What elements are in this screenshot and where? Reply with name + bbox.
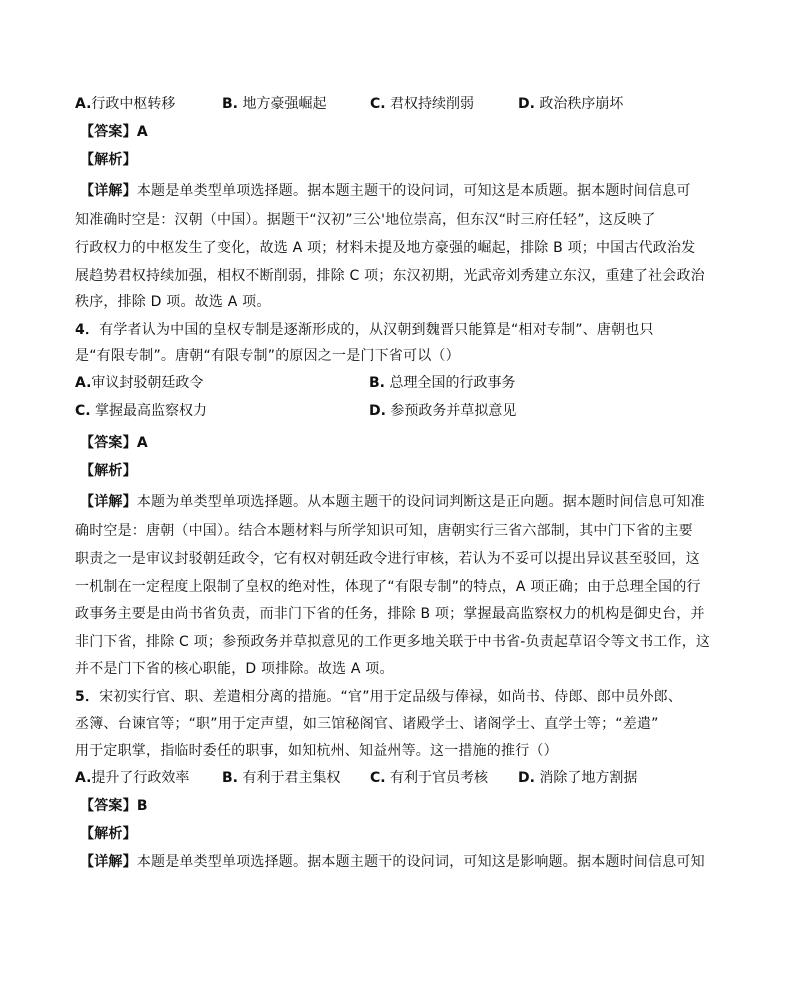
- q4-stem-line-2: 是“有限专制”。唐朝“有限专制”的原因之一是门下省可以（）: [75, 348, 460, 364]
- q5-stem-line-1: [75, 687, 682, 707]
- option-text: 有利于君主集权: [242, 770, 341, 786]
- q4-answer: [80, 433, 148, 453]
- q3-detail-line-1: [80, 181, 691, 201]
- q4-detail-line-7: 并不是门下省的核心职能，D 项排除。故选 A 项。: [75, 661, 394, 677]
- question-number: 5．: [75, 689, 100, 705]
- option-letter: D.: [518, 770, 535, 786]
- q5-option-d: [518, 768, 637, 788]
- option-text: 行政中枢转移: [91, 96, 176, 112]
- q5-option-c: [370, 768, 488, 788]
- option-text: 审议封驳朝廷政令: [91, 375, 204, 391]
- stem-text: 宋初实行官、职、差遣相分离的措施。“官”用于定品级与俸禄，如尚书、侍郎、郎中员外郎、: [99, 689, 683, 705]
- q5-stem-line-3: 用于定职掌，指临时委任的职事，如知杭州、知益州等。这一措施的推行（）: [75, 743, 558, 759]
- q3-option-d: [518, 94, 623, 114]
- q3-detail-line-5: 秩序，排除 D 项。故选 A 项。: [75, 294, 271, 310]
- q4-detail-line-3: 职责之一是审议封驳朝廷政令，它有权对朝廷政令进行审核，若认为不妥可以提出异议甚至驳回，这: [75, 551, 700, 567]
- q4-option-a: [75, 373, 203, 393]
- q4-analysis-label: 【解析】: [80, 463, 137, 479]
- option-text: 有利于官员考核: [390, 770, 489, 786]
- q4-detail-line-6: 非门下省，排除 C 项；参预政务并草拟意见的工作更多地关联于中书省-负责起草诏令等文书工作，这: [75, 634, 711, 650]
- answer-value: B: [136, 798, 148, 814]
- q4-detail-line-2: 确时空是：唐朝（中国）。结合本题材料与所学知识可知，唐朝实行三省六部制，其中门下省的主要: [75, 523, 693, 539]
- q5-analysis-label: 【解析】: [80, 826, 137, 842]
- option-text: 地方豪强崛起: [242, 96, 327, 112]
- q4-option-b: [369, 373, 515, 393]
- option-letter: D.: [369, 403, 386, 419]
- q4-option-d: [369, 401, 516, 421]
- option-letter: C.: [370, 770, 386, 786]
- q5-option-a: [75, 768, 189, 788]
- detail-label: 【详解】: [80, 494, 137, 510]
- q5-answer: [80, 796, 148, 816]
- q5-stem-line-2: 丞簿、台谏官等；“职”用于定声望，如三馆秘阁官、诸殿学士、诸阁学士、直学士等；“差遣”: [75, 716, 659, 732]
- q3-option-c: [370, 94, 474, 114]
- option-text: 参预政务并草拟意见: [390, 403, 517, 419]
- detail-label: 【详解】: [80, 854, 137, 870]
- detail-text: 本题是单类型单项选择题。据本题主题干的设问词，可知这是影响题。据本题时间信息可知: [136, 854, 705, 870]
- q4-detail-line-1: [80, 492, 705, 512]
- option-letter: B.: [222, 96, 238, 112]
- stem-text: 有学者认为中国的皇权专制是逐渐形成的，从汉朝到魏晋只能算是“相对专制”、唐朝也只: [99, 322, 654, 338]
- option-letter: B.: [369, 375, 385, 391]
- detail-text: 本题为单类型单项选择题。从本题主题干的设问词判断这是正向题。据本题时间信息可知准: [136, 494, 705, 510]
- detail-label: 【详解】: [80, 183, 137, 199]
- question-number: 4．: [75, 322, 100, 338]
- option-letter: D.: [518, 96, 535, 112]
- answer-label: 【答案】: [80, 124, 137, 140]
- q3-detail-line-3: 行政权力的中枢发生了变化，故选 A 项；材料未提及地方豪强的崛起，排除 B 项；中国古代政治发: [75, 240, 696, 256]
- q4-option-c: [75, 401, 207, 421]
- answer-value: A: [136, 435, 148, 451]
- q4-stem-line-1: [75, 320, 654, 340]
- option-letter: A.: [75, 375, 92, 391]
- q4-detail-line-5: 政事务主要是由尚书省负责，而非门下省的任务，排除 B 项；掌握最高监察权力的机构是御史台，并: [75, 606, 705, 622]
- q3-analysis-label: 【解析】: [80, 152, 137, 168]
- option-text: 总理全国的行政事务: [389, 375, 516, 391]
- detail-text: 本题是单类型单项选择题。据本题主题干的设问词，可知这是本质题。据本题时间信息可: [136, 183, 691, 199]
- option-letter: C.: [75, 403, 91, 419]
- answer-value: A: [136, 124, 148, 140]
- option-text: 提升了行政效率: [91, 770, 190, 786]
- q3-option-a: [75, 94, 175, 114]
- q3-answer: [80, 122, 148, 142]
- q3-detail-line-4: 展趋势君权持续加强，相权不断削弱，排除 C 项；东汉初期，光武帝刘秀建立东汉，重建了社会政治: [75, 268, 705, 284]
- option-text: 政治秩序崩坏: [539, 96, 624, 112]
- option-letter: C.: [370, 96, 386, 112]
- option-letter: B.: [222, 770, 238, 786]
- answer-label: 【答案】: [80, 435, 137, 451]
- q5-detail-line-1: [80, 852, 705, 872]
- option-text: 君权持续削弱: [390, 96, 475, 112]
- option-text: 消除了地方割据: [539, 770, 638, 786]
- q3-detail-line-2: 知准确时空是：汉朝（中国）。据题干“汉初”三公'地位崇高，但东汉“时三府任轻”，这反映了: [75, 212, 656, 228]
- q5-option-b: [222, 768, 340, 788]
- option-letter: A.: [75, 770, 92, 786]
- option-letter: A.: [75, 96, 92, 112]
- q4-detail-line-4: 一机制在一定程度上限制了皇权的绝对性，体现了“有限专制”的特点，A 项正确；由于总理全国的行: [75, 579, 701, 595]
- answer-label: 【答案】: [80, 798, 137, 814]
- option-text: 掌握最高监察权力: [95, 403, 208, 419]
- q3-option-b: [222, 94, 326, 114]
